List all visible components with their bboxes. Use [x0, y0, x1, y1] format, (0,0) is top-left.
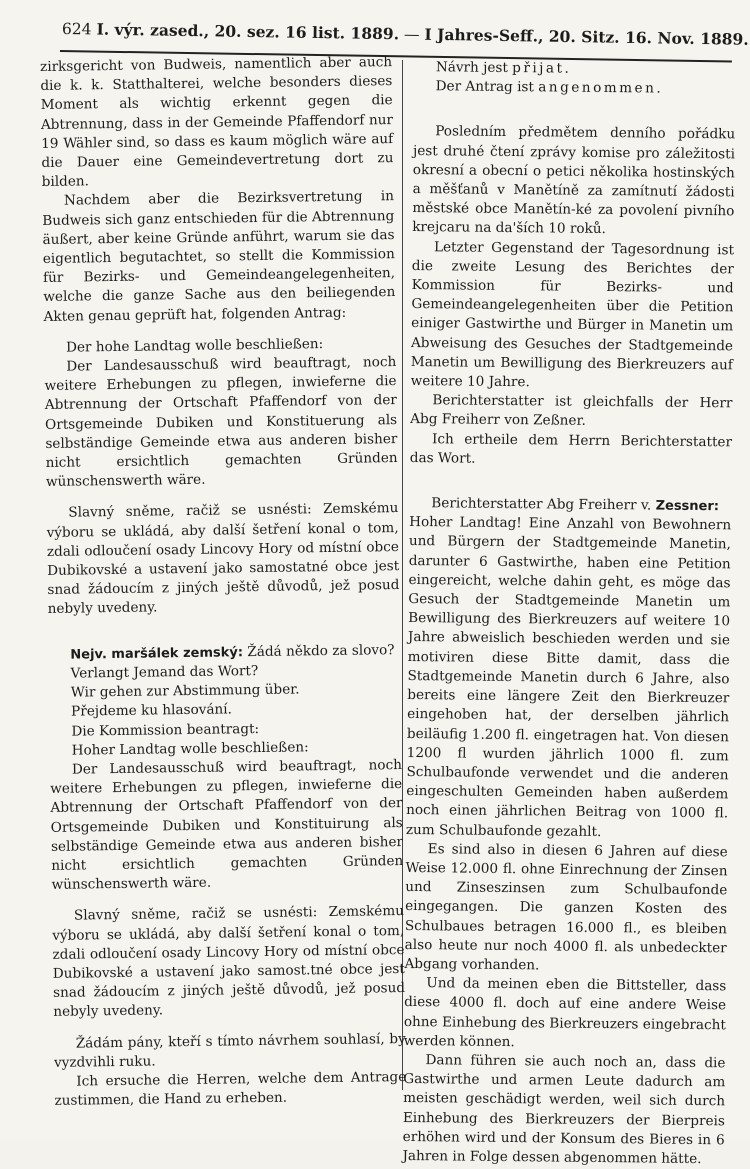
left-line-3: Přejdeme ku hlasování. — [71, 701, 233, 720]
header-left: I. výr. zased., 20. sez. 16 list. 1889. — [96, 19, 400, 44]
left-paragraph-9: Ich ersuche die Herren, welche dem Antrage zustimmen, die Hand zu erheben. — [54, 1068, 407, 1110]
left-paragraph-4: Der Landesausschuß wird beauftragt, noch weitere Erhebungen zu pflegen, inwieferne die Abtrennung der Ortschaft Pfaffendorf von der Ortsgemeinde Dubiken und Konstituerung als selbständige Gemeinde etwa aus anderen bisher nicht ersichtlich gemachten Gründen wünschenswerth wäre. — [44, 354, 398, 491]
left-column — [40, 53, 407, 1118]
header-right: I Jahres-Seff., 20. Sitz. 16. Nov. 1889. — [424, 24, 749, 49]
speaker-name: Nejv. maršálek zemský: — [70, 644, 244, 663]
motion-result-cz: přijat. — [512, 60, 572, 77]
motion-label-de: Der Antrag ist — [435, 78, 535, 96]
right-paragraph-3: Berichterstatter ist gleichfalls der Herr Abg Freiherr von Zeßner. — [410, 392, 733, 430]
left-paragraph-7: Slavný sněme, račiž se usnésti: Zemskému výboru se ukládá, aby další šetření konal o tom, zdali odloučení osady Lincovy Hory od místní obce Dubikovské a ustavení jako samost.tné obce jest snad žádoucím z jiných ještě důvodů, jež posud nebyly uvedeny. — [52, 903, 406, 1021]
left-line-2: Wir gehen zur Abstimmung über. — [70, 681, 300, 701]
right-paragraph-6: Es sind also in diesen 6 Jahren auf diese Weise 12.000 fl. ohne Einrechnung der Zinsen und Zinseszinsen zum Schulbaufonde eingegangen. Die ganzen Kosten des Schulbaues betragen 16.000 fl., es bleiben also heute nur noch 4000 fl. als unbedeckter Abgang vorhanden. — [404, 840, 728, 974]
left-paragraph-8: Žádám pány, kteří s tímto návrhem souhlasí, by vyzdvihli ruku. — [53, 1030, 406, 1071]
speaker2-title: Berichterstatter Abg Freiherr v. — [431, 495, 652, 514]
left-paragraph-2: Nachdem aber die Bezirksvertretung in Budweis sich ganz entschieden für die Abtrennung äußert, aber keine Gründe anführt, warum sie das eigentlich begutachtet, so stellt die Kommission für Bezirks- und Gemeindeangelegenheiten, welche die ganze Sache aus den beiliegenden Akten genau geprüft hat, folgenden Antrag: — [42, 188, 396, 325]
left-paragraph-1: zirksgericht von Budweis, namentlich aber auch die k. k. Statthalterei, welche besonders dieses Moment als wichtig erkennt gegen die Abtrennung, dass in der Gemeinde Pfaffendorf nur 19 Wähler sind, so dass es kaum möglich wäre auf die Dauer eine Gemeindevertretung dort zu bilden. — [40, 54, 394, 191]
speaker-text: Žádá někdo za slovo? — [247, 641, 395, 660]
right-paragraph-4: Ich ertheile dem Herrn Berichterstatter das Wort. — [409, 430, 733, 467]
motion-accepted-de — [414, 77, 736, 100]
left-paragraph-5: Slavný sněme, račiž se usnésti: Zemskému výboru se ukládá, aby další šetření konal o tom, zdali odloučení osady Lincovy Hory od místní obce Dubikovské a ustavení jako samostatné obce jest snad žádoucím z jiných ještě důvodů, jež posud nebyly uvedeny. — [46, 500, 400, 618]
left-line-4: Die Kommission beantragt: — [71, 720, 260, 740]
page-number: 624 — [61, 20, 92, 39]
left-line-5: Hoher Landtag wolle beschließen: — [71, 739, 309, 759]
right-paragraph-7: Und da meinen eben die Bittsteller, dass diese 4000 fl. doch auf eine andere Weise ohne Einhebung des Bierkreuzers eingebracht werden können. — [403, 975, 727, 1050]
right-column — [402, 58, 736, 1168]
right-paragraph-1: Posledním předmětem denního pořádku jest druhé čtení zprávy komise pro záležitosti okresní a obecní o petici několika hostinských a měšťanů v Manětíně za zamítnutí žádosti městské obce Manětín-ké za povolení pivního krejcaru na da'ších 10 roků. — [412, 123, 736, 238]
motion-label-cz: Návrh jest — [435, 59, 508, 76]
speaker2-name: Zessner: — [655, 498, 720, 515]
left-line-1: Verlangt Jemand das Wort? — [70, 662, 259, 682]
motion-result-de: angenommen. — [538, 79, 664, 97]
right-paragraph-5: Hoher Landtag! Eine Anzahl von Bewohnern und Bürgern der Stadtgemeinde Manetin, darunter 6 Gastwirthe, haben eine Petition eingereicht, welche dahin geht, es möge das Gesuch der Stadtgemeinde Manetin um Bewilligung des Bierkreuzers auf weitere 10 Jahre abweislich beschieden werden und sie motiviren diese Bitte damit, dass die Stadtgemeinde Manetin durch 6 Jahre, also bereits eine längere Zeit den Bierkreuzer eingehoben hat, der derselben jährlich beiläufig 1.200 fl. eingetragen hat. Von diesen 1200 fl wurden jährlich 1000 fl. zum Schulbaufonde verwendet und die anderen eingeschulten Gemeinden haben außerdem noch einen jährlichen Beitrag von 1000 fl. zum Schulbaufonde gezahlt. — [405, 514, 732, 840]
left-paragraph-6: Der Landesausschuß wird beauftragt, noch weitere Erhebungen zu pflegen, inwieferne die Abtrennung der Ortschaft Pfaffendorf von der Ortsgemeinde Dubiken und Konstituirung als selbständige Gemeinde etwa aus anderen bisher nicht ersichtlich gemachten Gründen wünschenswerth wäre. — [50, 756, 404, 894]
header-dash: — — [403, 25, 420, 44]
left-paragraph-3: Der hohe Landtag wolle beschließen: — [65, 335, 324, 356]
right-paragraph-2: Letzter Gegenstand der Tagesordnung ist die zweite Lesung des Berichtes der Kommission für Bezirks- und Gemeindeangelegenheiten über die Petition einiger Gastwirthe und Bürger in Manetin um Abweisung des Gesuches der Stadtgemeinde Manetin um Bewilligung des Bierkreuzers auf weitere 10 Jahre. — [410, 238, 735, 391]
right-paragraph-8: Dann führen sie auch noch an, dass die Gastwirthe und armen Leute dadurch am meisten geschädigt werden, weil sich durch Einhebung des Bierkreuzers der Bierpreis erhöhen wird und der Konsum des Bieres in 6 Jahren in Folge dessen abgenommen hätte. — [402, 1052, 726, 1168]
